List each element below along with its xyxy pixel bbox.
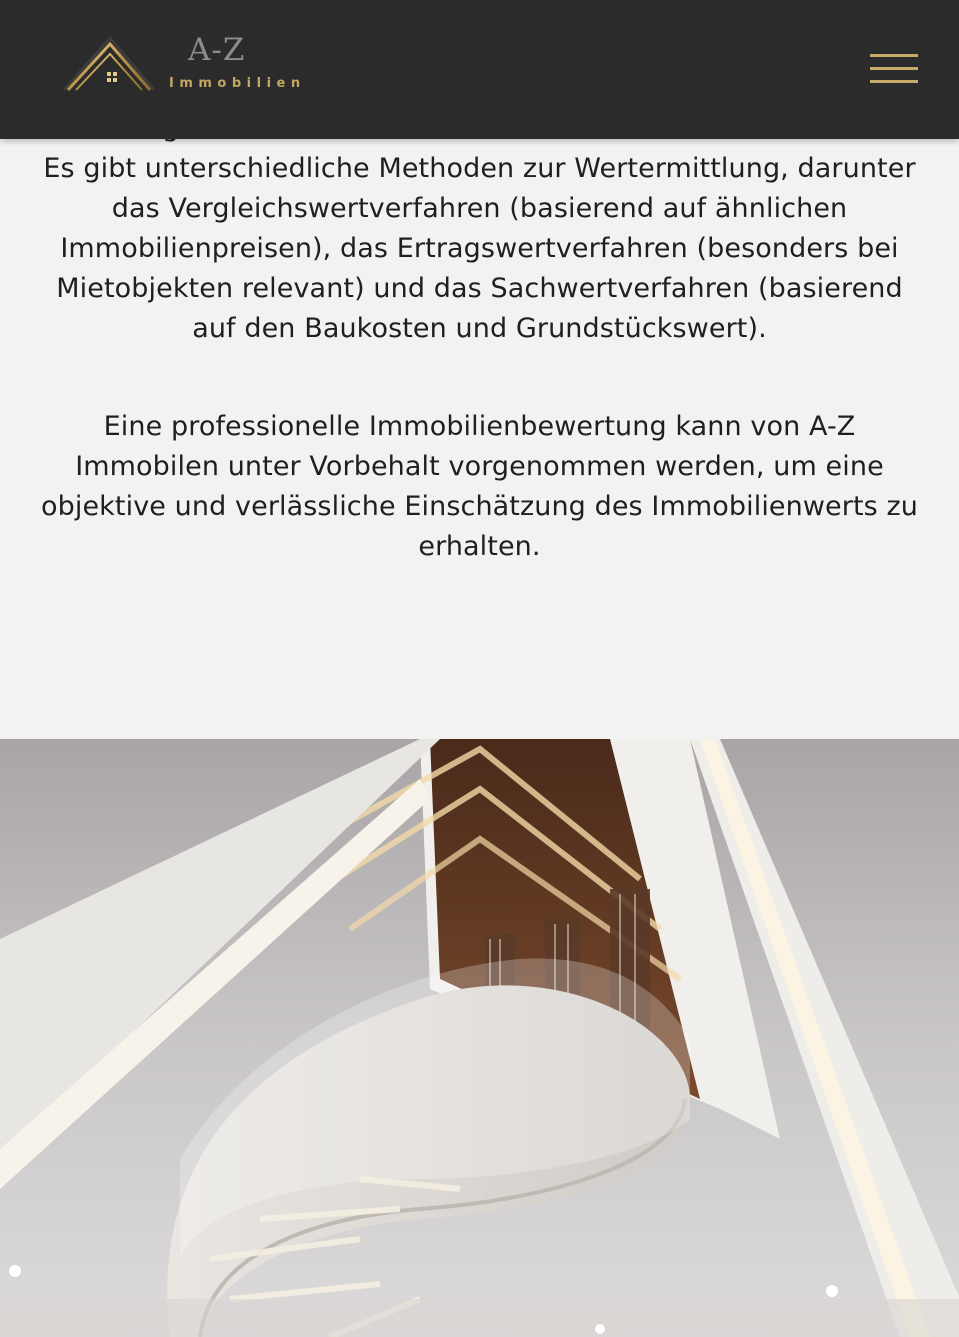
site-logo[interactable] — [62, 30, 306, 100]
valuation-methods-paragraph: Es gibt unterschiedliche Methoden zur Wertermittlung, darunter das Vergleichswertverfahren (basierend auf ähnlichen Immobilienpreisen), das Ertragswertverfahren (besonders bei Mietobjekten relevant) und das Sachwertverfahren (basierend auf den Baukosten und Grundstückswert). — [43, 153, 916, 344]
hamburger-menu-icon-bar-middle — [870, 67, 918, 70]
logo-subtitle: Immobilien — [169, 76, 306, 91]
staircase-image-illustration — [0, 739, 959, 1337]
hamburger-menu-button[interactable] — [870, 52, 922, 86]
hamburger-menu-icon-bar-top — [870, 54, 918, 57]
hamburger-menu-icon-bar-bottom — [870, 80, 918, 83]
house-roof-icon — [62, 34, 162, 96]
site-header — [0, 0, 959, 139]
professional-valuation-paragraph: Eine professionelle Immobilienbewertung kann von A-Z Immobilen unter Vorbehalt vorgenommen werden, um eine objektive und verlässliche Einschätzung des Immobilienwerts zu erhalten. — [41, 411, 918, 562]
spiral-staircase-photo — [0, 739, 959, 1337]
logo-title: A-Z — [188, 32, 246, 68]
